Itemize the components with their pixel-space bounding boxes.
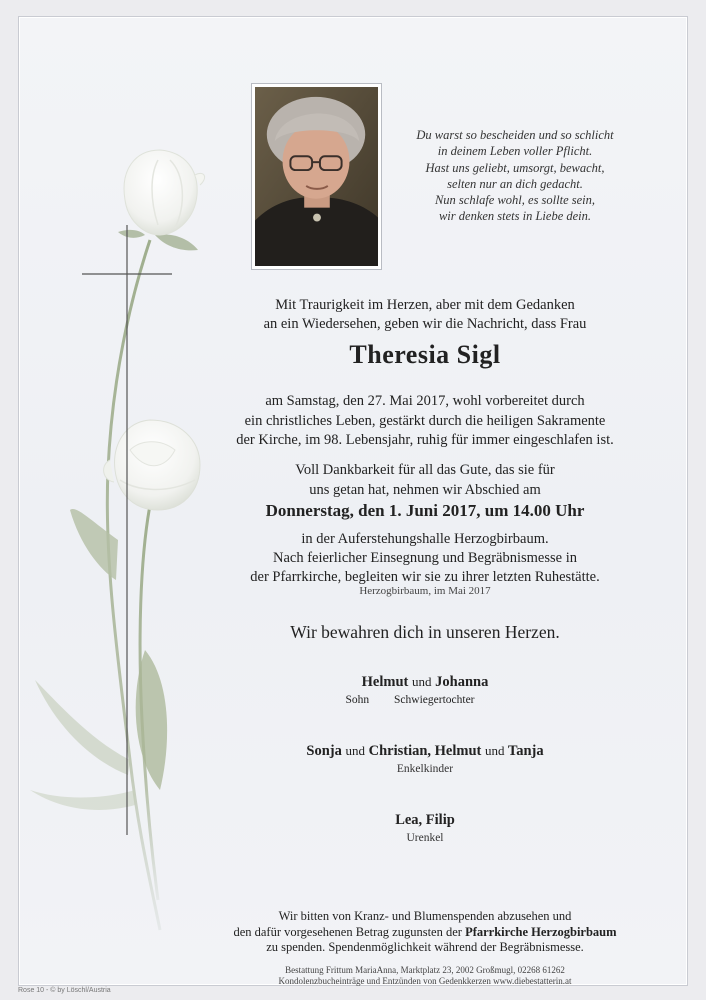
thanks-line: Voll Dankbarkeit für all das Gute, das sie für xyxy=(295,462,555,478)
mourner-group-children xyxy=(210,674,640,706)
death-notice xyxy=(210,392,640,451)
poem-line: Du warst so bescheiden und so schlicht xyxy=(416,128,614,142)
relation-label: Urenkel xyxy=(406,832,444,844)
mourner-group-great-grandchildren xyxy=(210,812,640,844)
portrait-photo xyxy=(251,83,382,270)
relation-label: Schwiegertochter xyxy=(394,694,475,706)
mourner-name: Christian, Helmut xyxy=(368,743,482,759)
mourner-group-grandchildren xyxy=(210,743,640,775)
death-notice-line: der Kirche, im 98. Lebensjahr, ruhig für immer eingeschlafen ist. xyxy=(236,432,614,448)
mourner-name: Tanja xyxy=(507,743,544,759)
intro-line: Mit Traurigkeit im Herzen, aber mit dem Gedanken xyxy=(275,297,575,313)
location-line: in der Auferstehungshalle Herzogbirbaum. xyxy=(301,531,549,547)
funeral-date: Donnerstag, den 1. Juni 2017, um 14.00 Uhr xyxy=(265,501,585,520)
mourner-names xyxy=(210,674,640,691)
request-line: zu spenden. Spendenmöglichkeit während der Begräbnismesse. xyxy=(266,940,584,954)
location-line: Nach feierlicher Einsegnung und Begräbnismesse in xyxy=(272,550,577,566)
mourner-name: Helmut xyxy=(361,674,409,690)
mourner-names xyxy=(210,743,640,760)
mourner-names: Lea, Filip xyxy=(395,812,455,828)
relation-label: Enkelkinder xyxy=(396,763,454,775)
intro-text xyxy=(210,296,640,333)
deceased-name: Theresia Sigl xyxy=(349,340,501,369)
funeral-location xyxy=(210,530,640,587)
place-date: Herzogbirbaum, im Mai 2017 xyxy=(359,585,491,597)
conjunction: und xyxy=(345,743,365,758)
poem-line: in deinem Leben voller Pflicht. xyxy=(437,144,593,159)
request-line xyxy=(210,925,640,941)
request-line: Wir bitten von Kranz- und Blumenspenden abzusehen und xyxy=(278,909,572,923)
mourner-name: Sonja xyxy=(306,743,342,759)
conjunction: und xyxy=(485,743,505,758)
death-notice-line: ein christliches Leben, gestärkt durch die heiligen Sakramente xyxy=(244,412,606,429)
poem-line: wir denken stets in Liebe dein. xyxy=(438,209,592,224)
request-text: den dafür vorgesehenen Betrag zugunsten der xyxy=(233,924,466,939)
thanks-text xyxy=(210,461,640,500)
relation-label: Sohn xyxy=(345,694,370,706)
image-credit: Rose 10 - © by Löschl/Austria xyxy=(18,987,111,994)
poem-line: Nun schlafe wohl, es sollte sein, xyxy=(434,193,596,208)
footer-line: Kondolenzbucheinträge und Entzünden von Gedenkkerzen www.diebestatterin.at xyxy=(278,976,572,986)
location-line: der Pfarrkirche, begleiten wir sie zu ihrer letzten Ruhestätte. xyxy=(250,569,600,585)
footer-line: Bestattung Frittum MariaAnna, Marktplatz 23, 2002 Großmugl, 02268 61262 xyxy=(285,965,565,975)
church-name: Pfarrkirche Herzogbirbaum xyxy=(465,924,617,939)
thanks-line: uns getan hat, nehmen wir Abschied am xyxy=(309,481,541,498)
funeral-home-footer xyxy=(210,965,640,987)
death-notice-line: am Samstag, den 27. Mai 2017, wohl vorbereitet durch xyxy=(265,393,585,409)
motto: Wir bewahren dich in unseren Herzen. xyxy=(290,622,560,642)
donation-request xyxy=(210,909,640,956)
poem-line: Hast uns geliebt, umsorgt, bewacht, xyxy=(425,160,605,175)
mourner-name: Johanna xyxy=(435,674,489,690)
poem-line: selten nur an dich gedacht. xyxy=(447,176,583,191)
poem xyxy=(395,127,635,225)
intro-line: an ein Wiedersehen, geben wir die Nachricht, dass Frau xyxy=(263,315,587,332)
mourner-relations xyxy=(210,694,640,706)
portrait-image xyxy=(255,87,378,266)
conjunction: und xyxy=(412,674,432,689)
